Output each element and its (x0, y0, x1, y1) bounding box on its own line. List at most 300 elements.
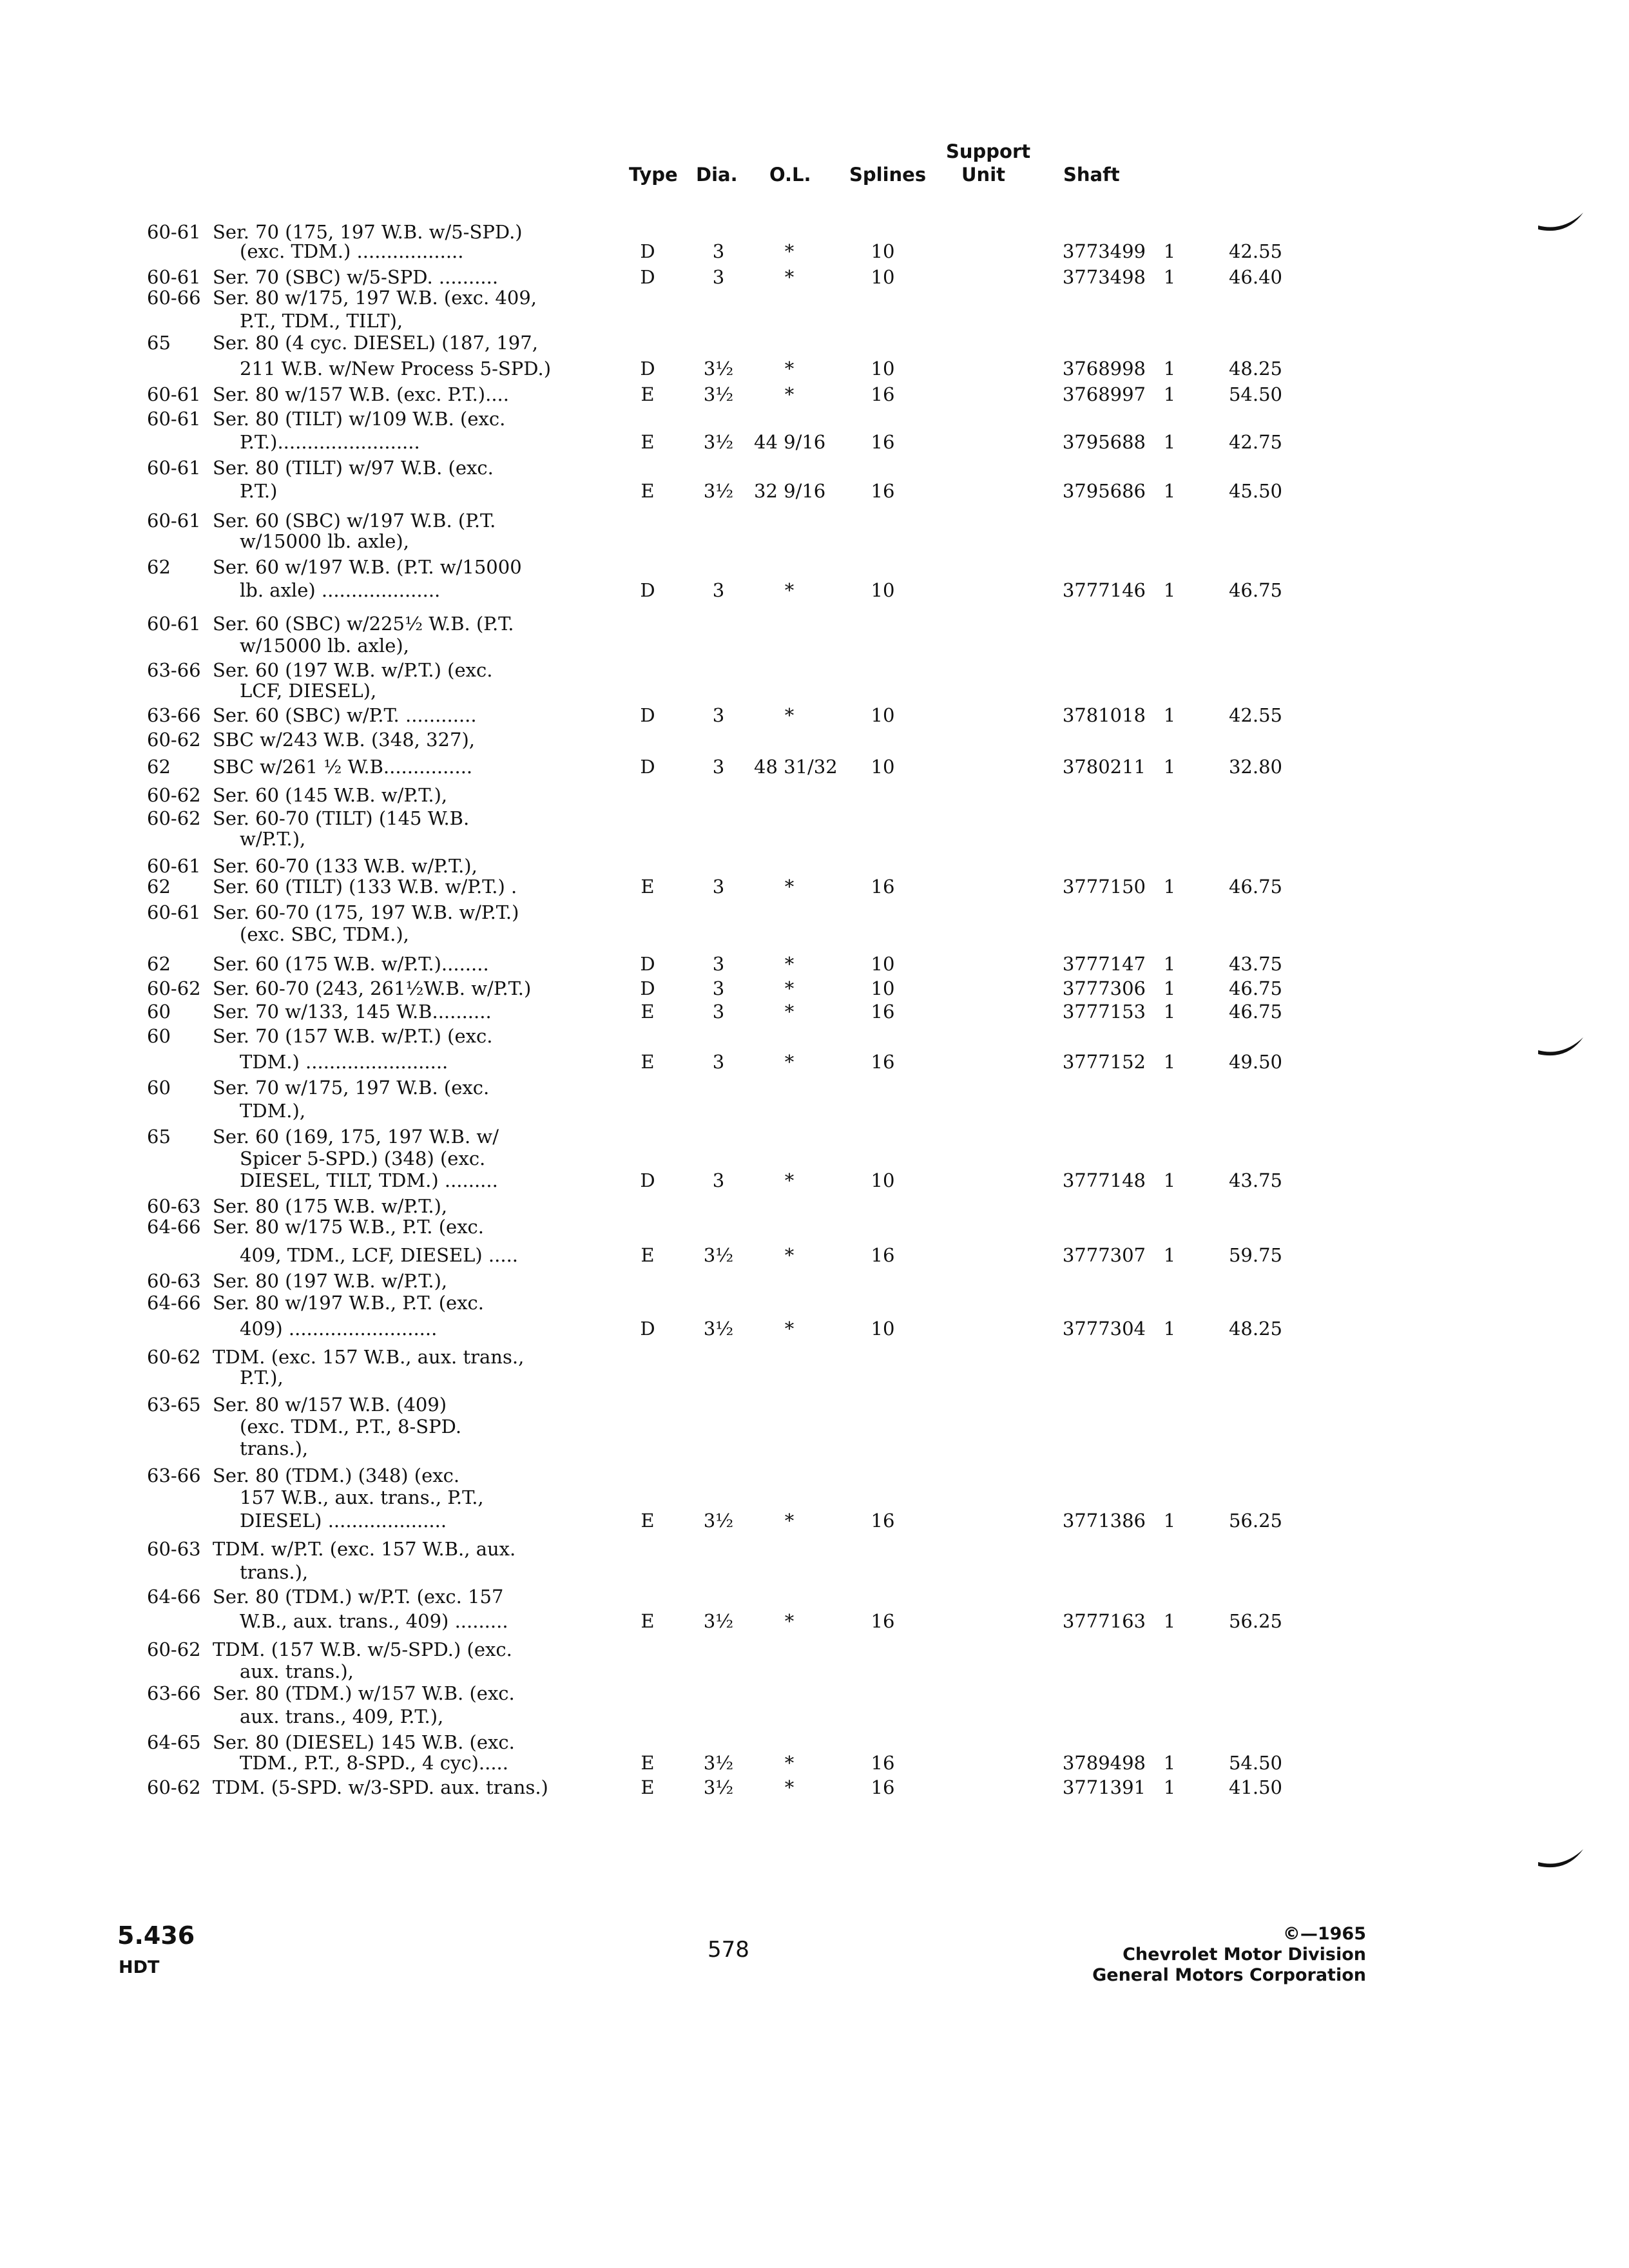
row-description: DIESEL, TILT, TDM.) ......... (240, 1169, 498, 1191)
row-overall-length: * (784, 1510, 795, 1532)
binder-mark (1537, 206, 1588, 238)
table-row (0, 1075, 1629, 1100)
row-splines: 16 (871, 1752, 895, 1774)
row-description: Ser. 80 (DIESEL) 145 W.B. (exc. (213, 1731, 515, 1753)
table-row (0, 1023, 1629, 1049)
row-diameter: 3½ (703, 1318, 734, 1340)
row-year: 60-62 (147, 1776, 201, 1798)
row-price: 46.75 (1228, 579, 1282, 601)
table-row (0, 678, 1629, 704)
row-quantity: 1 (1163, 1244, 1176, 1266)
row-description: Ser. 80 (TDM.) (348) (exc. (213, 1465, 460, 1486)
row-shaft-number: 3780211 (1062, 756, 1146, 778)
row-diameter: 3 (712, 1169, 725, 1191)
row-overall-length: * (784, 266, 795, 288)
table-row (0, 455, 1629, 481)
row-diameter: 3½ (703, 1610, 734, 1632)
row-diameter: 3½ (703, 431, 734, 453)
row-description: Ser. 80 w/197 W.B., P.T. (exc. (213, 1292, 485, 1314)
row-type: E (641, 480, 655, 502)
row-type: E (641, 1001, 655, 1023)
row-year: 60-62 (147, 1639, 201, 1660)
row-price: 45.50 (1228, 480, 1282, 502)
row-description: SBC w/261 ½ W.B............... (213, 756, 473, 778)
table-row (0, 921, 1629, 947)
row-year: 65 (147, 332, 171, 354)
header-ol: O.L. (769, 164, 811, 186)
row-quantity: 1 (1163, 431, 1176, 453)
row-splines: 16 (871, 431, 895, 453)
row-year: 60-61 (147, 457, 201, 479)
row-diameter: 3½ (703, 480, 734, 502)
row-price: 41.50 (1228, 1776, 1282, 1798)
row-year: 60-61 (147, 613, 201, 635)
row-diameter: 3½ (703, 383, 734, 405)
row-description: Ser. 60 (145 W.B. w/P.T.), (213, 784, 448, 806)
table-row (0, 1559, 1629, 1585)
row-description: aux. trans., 409, P.T.), (240, 1706, 444, 1727)
table-row (0, 1098, 1629, 1124)
row-year: 62 (147, 756, 171, 778)
row-diameter: 3 (712, 704, 725, 726)
table-row (0, 975, 1629, 1001)
row-overall-length: * (784, 1244, 795, 1266)
header-splines: Splines (849, 164, 927, 186)
row-quantity: 1 (1163, 240, 1176, 262)
row-price: 42.55 (1228, 240, 1282, 262)
row-year: 62 (147, 556, 171, 578)
table-row (0, 1290, 1629, 1316)
row-description: Ser. 70 (157 W.B. w/P.T.) (exc. (213, 1025, 493, 1047)
table-row (0, 1316, 1629, 1341)
row-splines: 10 (871, 1169, 895, 1191)
row-quantity: 1 (1163, 579, 1176, 601)
row-quantity: 1 (1163, 1510, 1176, 1532)
table-row (0, 429, 1629, 455)
row-year: 60-63 (147, 1538, 201, 1560)
binder-mark (1537, 1031, 1588, 1063)
table-row (0, 999, 1629, 1024)
row-shaft-number: 3777150 (1062, 876, 1146, 898)
table-row (0, 1436, 1629, 1461)
row-price: 42.55 (1228, 704, 1282, 726)
row-quantity: 1 (1163, 876, 1176, 898)
row-year: 60-61 (147, 383, 201, 405)
row-shaft-number: 3771391 (1062, 1776, 1146, 1798)
row-year: 63-66 (147, 704, 201, 726)
row-year: 60-61 (147, 855, 201, 877)
row-overall-length: * (784, 953, 795, 975)
row-shaft-number: 3777148 (1062, 1169, 1146, 1191)
row-description: DIESEL) .................... (240, 1510, 447, 1532)
row-overall-length: * (784, 240, 795, 262)
row-price: 46.75 (1228, 876, 1282, 898)
row-description: TDM.), (240, 1100, 306, 1122)
row-type: E (641, 383, 655, 405)
row-year: 63-66 (147, 659, 201, 681)
table-row (0, 554, 1629, 580)
row-description: Ser. 80 (TDM.) w/157 W.B. (exc. (213, 1682, 515, 1704)
row-splines: 16 (871, 1610, 895, 1632)
row-diameter: 3½ (703, 1244, 734, 1266)
row-type: D (640, 1318, 655, 1340)
division: Chevrolet Motor Division (1123, 1945, 1366, 1965)
table-row (0, 633, 1629, 658)
row-splines: 10 (871, 1318, 895, 1340)
row-splines: 16 (871, 1510, 895, 1532)
row-description: 211 W.B. w/New Process 5-SPD.) (240, 358, 552, 380)
row-shaft-number: 3777153 (1062, 1001, 1146, 1023)
row-type: D (640, 358, 655, 380)
table-row (0, 874, 1629, 899)
row-year: 60-61 (147, 408, 201, 430)
row-year: 63-66 (147, 1682, 201, 1704)
row-description: Ser. 60-70 (175, 197 W.B. w/P.T.) (213, 901, 519, 923)
row-description: TDM. (exc. 157 W.B., aux. trans., (213, 1346, 525, 1368)
row-diameter: 3 (712, 579, 725, 601)
row-shaft-number: 3789498 (1062, 1752, 1146, 1774)
row-splines: 16 (871, 480, 895, 502)
row-diameter: 3 (712, 240, 725, 262)
row-quantity: 1 (1163, 1051, 1176, 1073)
row-year: 60-62 (147, 784, 201, 806)
row-overall-length: * (784, 1051, 795, 1073)
row-overall-length: * (784, 1318, 795, 1340)
table-row (0, 577, 1629, 603)
row-description: 409) ......................... (240, 1318, 438, 1340)
row-diameter: 3½ (703, 358, 734, 380)
row-year: 64-66 (147, 1216, 201, 1238)
row-year: 63-65 (147, 1394, 201, 1416)
row-description: Ser. 60 (175 W.B. w/P.T.)........ (213, 953, 489, 975)
row-quantity: 1 (1163, 1169, 1176, 1191)
row-description: 409, TDM., LCF, DIESEL) ..... (240, 1244, 519, 1266)
row-splines: 10 (871, 977, 895, 999)
row-description: (exc. TDM.) .................. (240, 240, 464, 262)
row-quantity: 1 (1163, 977, 1176, 999)
row-description: Ser. 60-70 (133 W.B. w/P.T.), (213, 855, 477, 877)
row-overall-length: * (784, 1776, 795, 1798)
row-description: 157 W.B., aux. trans., P.T., (240, 1486, 484, 1508)
row-splines: 10 (871, 704, 895, 726)
row-diameter: 3½ (703, 1510, 734, 1532)
row-description: Ser. 80 w/157 W.B. (exc. P.T.).... (213, 383, 509, 405)
row-year: 64-66 (147, 1292, 201, 1314)
row-diameter: 3 (712, 977, 725, 999)
row-splines: 10 (871, 579, 895, 601)
row-quantity: 1 (1163, 953, 1176, 975)
row-price: 43.75 (1228, 1169, 1282, 1191)
header-type: Type (629, 164, 678, 186)
row-splines: 16 (871, 1001, 895, 1023)
row-description: P.T.) (240, 480, 278, 502)
table-row (0, 238, 1629, 264)
row-description: Ser. 80 (4 cyc. DIESEL) (187, 197, (213, 332, 538, 354)
row-description: TDM. w/P.T. (exc. 157 W.B., aux. (213, 1538, 516, 1560)
row-year: 60-62 (147, 807, 201, 829)
row-overall-length: * (784, 383, 795, 405)
row-price: 42.75 (1228, 431, 1282, 453)
row-diameter: 3 (712, 266, 725, 288)
row-overall-length: * (784, 704, 795, 726)
row-type: D (640, 240, 655, 262)
row-splines: 10 (871, 358, 895, 380)
table-row (0, 951, 1629, 977)
row-price: 46.75 (1228, 1001, 1282, 1023)
row-type: E (641, 1610, 655, 1632)
row-type: E (641, 1510, 655, 1532)
row-description: Ser. 60-70 (243, 261½W.B. w/P.T.) (213, 977, 532, 999)
table-row (0, 381, 1629, 407)
row-quantity: 1 (1163, 1001, 1176, 1023)
row-splines: 16 (871, 876, 895, 898)
row-shaft-number: 3777307 (1062, 1244, 1146, 1266)
row-quantity: 1 (1163, 480, 1176, 502)
row-type: D (640, 579, 655, 601)
row-description: Ser. 80 (TILT) w/109 W.B. (exc. (213, 408, 506, 430)
row-description: Ser. 60 (197 W.B. w/P.T.) (exc. (213, 659, 493, 681)
row-year: 60-61 (147, 221, 201, 243)
row-overall-length: * (784, 1001, 795, 1023)
row-description: (exc. SBC, TDM.), (240, 923, 409, 945)
row-shaft-number: 3781018 (1062, 704, 1146, 726)
row-shaft-number: 3795688 (1062, 431, 1146, 453)
row-description: Ser. 70 w/175, 197 W.B. (exc. (213, 1077, 490, 1099)
row-year: 60-61 (147, 510, 201, 532)
row-year: 60-63 (147, 1195, 201, 1217)
row-splines: 16 (871, 1776, 895, 1798)
row-description: trans.), (240, 1437, 309, 1459)
row-type: D (640, 1169, 655, 1191)
row-description: trans.), (240, 1561, 309, 1583)
row-diameter: 3½ (703, 1776, 734, 1798)
row-price: 49.50 (1228, 1051, 1282, 1073)
row-year: 60-66 (147, 287, 201, 309)
table-row (0, 1365, 1629, 1390)
row-description: TDM.) ........................ (240, 1051, 448, 1073)
row-diameter: 3 (712, 876, 725, 898)
table-row (0, 727, 1629, 753)
row-year: 60 (147, 1025, 171, 1047)
row-price: 56.25 (1228, 1610, 1282, 1632)
header-support-line2: Unit (961, 164, 1005, 186)
page-number: 578 (708, 1937, 749, 1963)
row-year: 63-66 (147, 1465, 201, 1486)
row-overall-length: 44 9/16 (754, 431, 826, 453)
row-shaft-number: 3768997 (1062, 383, 1146, 405)
table-row (0, 356, 1629, 381)
row-splines: 10 (871, 266, 895, 288)
row-description: TDM. (5-SPD. w/3-SPD. aux. trans.) (213, 1776, 548, 1798)
section-number: 5.436 (117, 1921, 195, 1950)
row-year: 60 (147, 1001, 171, 1023)
table-row (0, 1704, 1629, 1729)
row-description: Ser. 80 (TILT) w/97 W.B. (exc. (213, 457, 494, 479)
row-shaft-number: 3777146 (1062, 579, 1146, 601)
row-type: E (641, 431, 655, 453)
row-year: 60-62 (147, 977, 201, 999)
row-description: w/P.T.), (240, 828, 306, 850)
row-price: 48.25 (1228, 358, 1282, 380)
row-description: Ser. 60 (SBC) w/197 W.B. (P.T. (213, 510, 496, 532)
row-diameter: 3 (712, 1001, 725, 1023)
row-price: 54.50 (1228, 1752, 1282, 1774)
row-year: 64-65 (147, 1731, 201, 1753)
row-price: 56.25 (1228, 1510, 1282, 1532)
row-type: E (641, 1776, 655, 1798)
row-description: lb. axle) .................... (240, 579, 441, 601)
row-overall-length: * (784, 1610, 795, 1632)
row-description: P.T., TDM., TILT), (240, 310, 403, 332)
row-year: 60 (147, 1077, 171, 1099)
header-shaft: Shaft (1063, 164, 1120, 186)
row-year: 60-62 (147, 729, 201, 751)
table-row (0, 702, 1629, 728)
row-description: Ser. 60 w/197 W.B. (P.T. w/15000 (213, 556, 522, 578)
row-diameter: 3½ (703, 1752, 734, 1774)
row-overall-length: * (784, 876, 795, 898)
row-shaft-number: 3777306 (1062, 977, 1146, 999)
row-price: 46.75 (1228, 977, 1282, 999)
row-quantity: 1 (1163, 1776, 1176, 1798)
row-description: Ser. 70 w/133, 145 W.B.......... (213, 1001, 492, 1023)
table-row (0, 478, 1629, 504)
table-row (0, 1508, 1629, 1533)
table-row (0, 1214, 1629, 1240)
row-description: Ser. 60 (169, 175, 197 W.B. w/ (213, 1126, 499, 1148)
row-description: Ser. 60-70 (TILT) (145 W.B. (213, 807, 470, 829)
row-shaft-number: 3795686 (1062, 480, 1146, 502)
row-overall-length: * (784, 1752, 795, 1774)
row-year: 60-63 (147, 1270, 201, 1292)
row-overall-length: * (784, 977, 795, 999)
row-description: w/15000 lb. axle), (240, 635, 409, 657)
row-description: Ser. 80 w/175, 197 W.B. (exc. 409, (213, 287, 537, 309)
table-row (0, 1242, 1629, 1268)
table-row (0, 1680, 1629, 1706)
row-type: E (641, 1244, 655, 1266)
row-description: Spicer 5-SPD.) (348) (exc. (240, 1148, 486, 1169)
table-row (0, 782, 1629, 808)
row-type: D (640, 977, 655, 999)
table-row (0, 826, 1629, 852)
row-splines: 16 (871, 383, 895, 405)
row-type: E (641, 1051, 655, 1073)
header-dia: Dia. (696, 164, 738, 186)
row-quantity: 1 (1163, 704, 1176, 726)
row-description: W.B., aux. trans., 409) ......... (240, 1610, 508, 1632)
row-type: D (640, 756, 655, 778)
row-year: 60-62 (147, 1346, 201, 1368)
table-row (0, 285, 1629, 311)
table-row (0, 1049, 1629, 1075)
row-type: D (640, 704, 655, 726)
row-description: TDM. (157 W.B. w/5-SPD.) (exc. (213, 1639, 512, 1660)
row-diameter: 3 (712, 953, 725, 975)
row-year: 60-61 (147, 901, 201, 923)
table-row (0, 1485, 1629, 1510)
row-type: D (640, 953, 655, 975)
row-description: P.T.), (240, 1367, 284, 1389)
row-description: Ser. 80 (197 W.B. w/P.T.), (213, 1270, 448, 1292)
row-price: 32.80 (1228, 756, 1282, 778)
row-description: Ser. 80 w/157 W.B. (409) (213, 1394, 447, 1416)
row-price: 43.75 (1228, 953, 1282, 975)
row-shaft-number: 3768998 (1062, 358, 1146, 380)
row-quantity: 1 (1163, 266, 1176, 288)
row-shaft-number: 3777163 (1062, 1610, 1146, 1632)
row-description: Ser. 80 (TDM.) w/P.T. (exc. 157 (213, 1586, 504, 1608)
table-row (0, 330, 1629, 356)
row-quantity: 1 (1163, 1752, 1176, 1774)
section-code: HDT (119, 1957, 160, 1977)
table-row (0, 406, 1629, 432)
row-description: Ser. 60 (SBC) w/225½ W.B. (P.T. (213, 613, 514, 635)
header-support-line1: Support (946, 140, 1031, 162)
row-description: Ser. 80 w/175 W.B., P.T. (exc. (213, 1216, 485, 1238)
row-diameter: 3 (712, 756, 725, 778)
copyright: ©—1965 (1282, 1924, 1366, 1944)
row-description: P.T.)........................ (240, 431, 420, 453)
row-splines: 10 (871, 953, 895, 975)
row-overall-length: * (784, 358, 795, 380)
row-quantity: 1 (1163, 1318, 1176, 1340)
row-splines: 16 (871, 1051, 895, 1073)
row-price: 59.75 (1228, 1244, 1282, 1266)
row-type: D (640, 266, 655, 288)
row-year: 62 (147, 953, 171, 975)
table-row (0, 1168, 1629, 1193)
row-year: 65 (147, 1126, 171, 1148)
row-splines: 16 (871, 1244, 895, 1266)
row-shaft-number: 3777147 (1062, 953, 1146, 975)
row-price: 48.25 (1228, 1318, 1282, 1340)
row-type: E (641, 876, 655, 898)
row-description: LCF, DIESEL), (240, 680, 377, 702)
row-quantity: 1 (1163, 383, 1176, 405)
row-splines: 10 (871, 756, 895, 778)
row-description: SBC w/243 W.B. (348, 327), (213, 729, 475, 751)
row-overall-length: * (784, 1169, 795, 1191)
table-row (0, 1774, 1629, 1800)
row-description: (exc. TDM., P.T., 8-SPD. (240, 1416, 462, 1437)
row-year: 64-66 (147, 1586, 201, 1608)
row-description: Ser. 70 (SBC) w/5-SPD. .......... (213, 266, 499, 288)
row-shaft-number: 3777152 (1062, 1051, 1146, 1073)
row-splines: 10 (871, 240, 895, 262)
row-overall-length: * (784, 579, 795, 601)
row-overall-length: 48 31/32 (754, 756, 838, 778)
table-row (0, 1536, 1629, 1562)
row-description: TDM., P.T., 8-SPD., 4 cyc)..... (240, 1752, 508, 1774)
table-row (0, 528, 1629, 554)
row-description: aux. trans.), (240, 1660, 354, 1682)
row-year: 62 (147, 876, 171, 898)
row-quantity: 1 (1163, 358, 1176, 380)
row-description: Ser. 70 (175, 197 W.B. w/5-SPD.) (213, 221, 523, 243)
table-row (0, 754, 1629, 780)
row-shaft-number: 3773499 (1062, 240, 1146, 262)
row-shaft-number: 3773498 (1062, 266, 1146, 288)
table-row (0, 1584, 1629, 1610)
row-price: 54.50 (1228, 383, 1282, 405)
row-overall-length: 32 9/16 (754, 480, 826, 502)
row-shaft-number: 3771386 (1062, 1510, 1146, 1532)
corporation: General Motors Corporation (1092, 1965, 1366, 1985)
table-row (0, 1750, 1629, 1776)
table-row (0, 1608, 1629, 1634)
row-year: 60-61 (147, 266, 201, 288)
